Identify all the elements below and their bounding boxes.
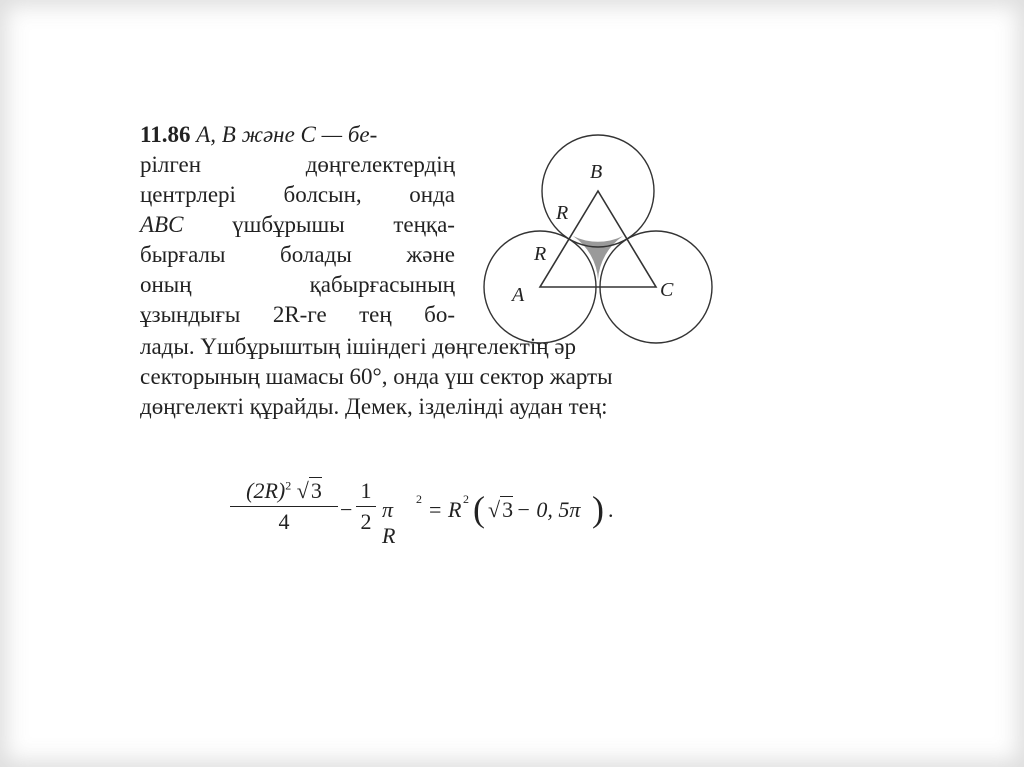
fraction-bar bbox=[356, 506, 376, 507]
problem-number: 11.86 bbox=[140, 122, 191, 147]
word: онда bbox=[409, 182, 455, 207]
problem-line-9: секторының шамасы 60°, онда үш сектор жарты bbox=[140, 364, 613, 389]
word: рілген bbox=[140, 152, 202, 177]
minus-sign: − bbox=[340, 497, 353, 522]
word: үшбұрышы bbox=[232, 212, 345, 237]
fraction-main bbox=[230, 478, 338, 535]
problem-line-1-text: A, B және C — бе- bbox=[196, 122, 378, 147]
numerator-base: (2R) bbox=[246, 478, 286, 503]
label-a: A bbox=[512, 284, 525, 306]
problem-line-7 bbox=[140, 300, 455, 331]
word: және bbox=[406, 242, 455, 267]
problem-line-1 bbox=[140, 120, 377, 151]
fraction-half bbox=[356, 478, 376, 535]
numerator-exponent: 2 bbox=[285, 478, 292, 493]
sqrt-term: √3 bbox=[488, 497, 514, 522]
label-c: C bbox=[660, 279, 674, 301]
fraction-bar bbox=[230, 506, 338, 507]
label-b: B bbox=[590, 161, 603, 183]
word: бо- bbox=[424, 302, 455, 327]
word: болады bbox=[280, 242, 352, 267]
period: . bbox=[608, 497, 614, 522]
pi-r: π R bbox=[382, 497, 396, 548]
word: оның bbox=[140, 272, 192, 297]
word: тең bbox=[359, 302, 392, 327]
problem-line-2 bbox=[140, 150, 455, 181]
formula-tail: − 0, 5π bbox=[516, 497, 581, 522]
fraction-main-denominator: 4 bbox=[278, 509, 290, 534]
r-exponent-2: 2 bbox=[463, 492, 469, 506]
half-numerator: 1 bbox=[360, 478, 372, 503]
word: дөңгелектердің bbox=[305, 152, 455, 177]
shaded-region bbox=[573, 236, 623, 280]
r-exponent-1: 2 bbox=[416, 492, 422, 506]
problem-line-10: дөңгелекті құрайды. Демек, ізделінді аудан тең: bbox=[140, 394, 608, 419]
three-circles-figure bbox=[470, 120, 720, 350]
problem-line-4 bbox=[140, 210, 455, 241]
word: ұзындығы bbox=[140, 302, 241, 327]
label-r-upper: R bbox=[556, 202, 569, 224]
r-symbol: R bbox=[448, 497, 462, 522]
word: болсын, bbox=[283, 182, 362, 207]
equals-sign: = bbox=[429, 497, 442, 522]
problem-line-3 bbox=[140, 180, 455, 211]
half-denominator: 2 bbox=[360, 509, 372, 534]
fraction-main-numerator: $(2R)^2$ √3 bbox=[246, 478, 322, 503]
word: қабырғасының bbox=[309, 272, 455, 297]
sqrt-value: 3 bbox=[502, 497, 514, 522]
word: ABC bbox=[140, 212, 184, 237]
problem-line-8: лады. Үшбұрыштың ішіндегі дөңгелектің әр bbox=[140, 334, 576, 359]
paren-open: ( bbox=[473, 489, 485, 529]
label-r-lower: R bbox=[534, 243, 547, 265]
problem-line-5 bbox=[140, 240, 455, 271]
word: центрлері bbox=[140, 182, 236, 207]
paren-close: ) bbox=[592, 489, 604, 529]
problem-line-6 bbox=[140, 270, 455, 301]
word: 2R-ге bbox=[272, 302, 327, 327]
word: бырғалы bbox=[140, 242, 226, 267]
numerator-sqrt: 3 bbox=[310, 478, 322, 503]
word: теңқа- bbox=[393, 212, 455, 237]
